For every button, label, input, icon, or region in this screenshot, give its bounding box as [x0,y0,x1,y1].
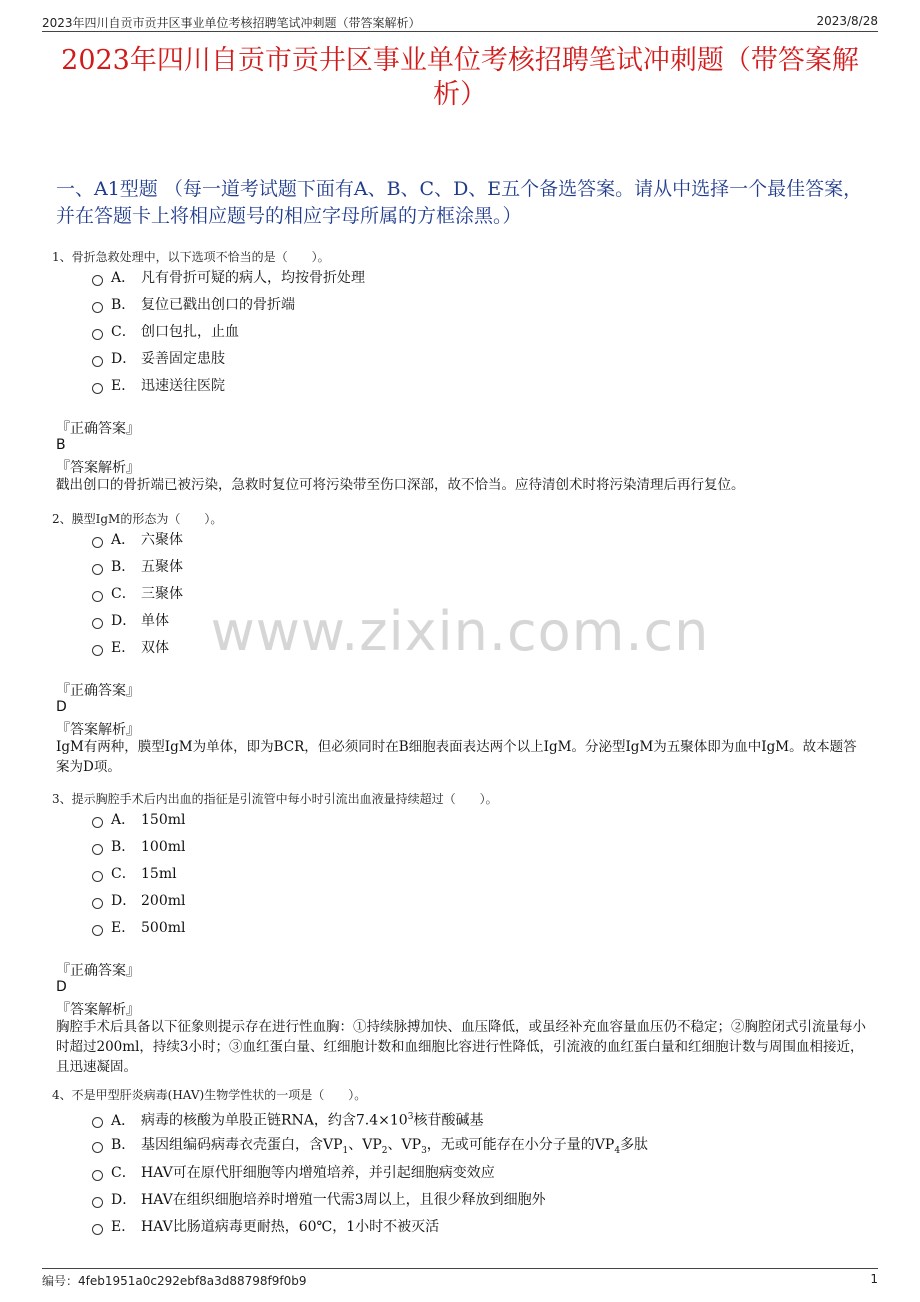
radio-icon[interactable] [92,1142,103,1153]
footer-divider [42,1268,878,1269]
explanation-text: 戳出创口的骨折端已被污染，急救时复位可将污染带至伤口深部，故不恰当。应待清创术时将污染清理后再行复位。 [56,477,745,493]
radio-icon[interactable] [92,645,103,656]
radio-icon[interactable] [92,1170,103,1181]
radio-icon[interactable] [92,618,103,629]
q3-option-e[interactable]: E． 500ml [92,918,185,938]
question-1-text: 1、骨折急救处理中，以下选项不恰当的是（ ）。 [52,250,330,264]
q3-option-d[interactable]: D． 200ml [92,891,185,911]
q3-option-a[interactable]: A． 150ml [92,810,185,830]
q1-option-d[interactable]: D． 妥善固定患肢 [92,349,225,369]
answer-value: D [56,699,67,715]
radio-icon[interactable] [92,817,103,828]
q4-option-b[interactable]: B． 基因组编码病毒衣壳蛋白，含$VP_1$、$VP_2$、$VP_3$，无或可能存在小分子量的$VP_4$多肽 [92,1135,648,1155]
radio-icon[interactable] [92,844,103,855]
document-title: 2023年四川自贡市贡井区事业单位考核招聘笔试冲刺题（带答案解析） [61,45,859,110]
explanation-label: 『答案解析』 [56,722,140,738]
radio-icon[interactable] [92,591,103,602]
explanation-text: IgM有两种，膜型IgM为单体，即为BCR，但必须同时在B细胞表面表达两个以上IgM。分泌型IgM为五聚体即为血中IgM。故本题答案为D项。 [56,739,857,775]
radio-icon[interactable] [92,1117,103,1128]
question-3-text: 3、提示胸腔手术后内出血的指征是引流管中每小时引流出血液量持续超过（ ）。 [52,792,498,806]
q2-option-a[interactable]: A． 六聚体 [92,530,183,550]
q2-option-c[interactable]: C． 三聚体 [92,584,183,604]
q3-option-b[interactable]: B． 100ml [92,837,185,857]
answer-value: D [56,979,67,995]
radio-icon[interactable] [92,302,103,313]
header-title: 2023年四川自贡市贡井区事业单位考核招聘笔试冲刺题（带答案解析） [42,16,421,30]
radio-icon[interactable] [92,898,103,909]
radio-icon[interactable] [92,564,103,575]
radio-icon[interactable] [92,925,103,936]
header-date: 2023/8/28 [816,14,878,28]
header-divider [42,31,878,32]
document-id: 编号：4feb1951a0c292ebf8a3d88798f9f0b9 [42,1274,307,1288]
radio-icon[interactable] [92,329,103,340]
q2-option-e[interactable]: E． 双体 [92,638,169,658]
q4-option-e[interactable]: E． HAV比肠道病毒更耐热，60℃，1小时不被灭活 [92,1217,439,1237]
q3-option-c[interactable]: C． 15ml [92,864,177,884]
answer-label: 『正确答案』 [56,421,140,437]
explanation-label: 『答案解析』 [56,1002,140,1018]
q2-option-b[interactable]: B． 五聚体 [92,557,183,577]
question-4-text: 4、不是甲型肝炎病毒(HAV)生物学性状的一项是（ ）。 [52,1088,367,1102]
q1-option-c[interactable]: C． 创口包扎，止血 [92,322,239,342]
q4-option-d[interactable]: D． HAV在组织细胞培养时增殖一代需3周以上，且很少释放到细胞外 [92,1190,546,1210]
radio-icon[interactable] [92,356,103,367]
page-number: 1 [870,1272,878,1286]
answer-label: 『正确答案』 [56,963,140,979]
watermark: www.zixin.com.cn [210,600,710,663]
radio-icon[interactable] [92,275,103,286]
section-heading: 一、A1型题 （每一道考试题下面有A、B、C、D、E五个备选答案。请从中选择一个最佳答案，并在答题卡上将相应题号的相应字母所属的方框涂黑。） [56,178,863,227]
q1-option-e[interactable]: E． 迅速送往医院 [92,376,225,396]
q1-option-a[interactable]: A． 凡有骨折可疑的病人，均按骨折处理 [92,268,365,288]
q2-option-d[interactable]: D． 单体 [92,611,169,631]
explanation-text: 胸腔手术后具备以下征象则提示存在进行性血胸：①持续脉搏加快、血压降低，或虽经补充血容量血压仍不稳定；②胸腔闭式引流量每小时超过200ml，持续3小时；③血红蛋白量、红细胞计数和血细胞比容进行性降低，引流液的血红蛋白量和红细胞计数与周围血相接近，且迅速凝固。 [56,1019,866,1075]
q4-option-a[interactable]: A． 病毒的核酸为单股正链RNA，约含$7.4\times 10^3$核苷酸碱基 [92,1107,483,1127]
page-header [42,12,878,32]
question-2-text: 2、膜型IgM的形态为（ ）。 [52,512,223,526]
answer-value: B [56,437,66,453]
q4-option-c[interactable]: C． HAV可在原代肝细胞等内增殖培养，并引起细胞病变效应 [92,1163,495,1183]
radio-icon[interactable] [92,1197,103,1208]
radio-icon[interactable] [92,537,103,548]
q1-option-b[interactable]: B． 复位已戳出创口的骨折端 [92,295,295,315]
radio-icon[interactable] [92,383,103,394]
radio-icon[interactable] [92,871,103,882]
answer-label: 『正确答案』 [56,683,140,699]
explanation-label: 『答案解析』 [56,460,140,476]
radio-icon[interactable] [92,1224,103,1235]
